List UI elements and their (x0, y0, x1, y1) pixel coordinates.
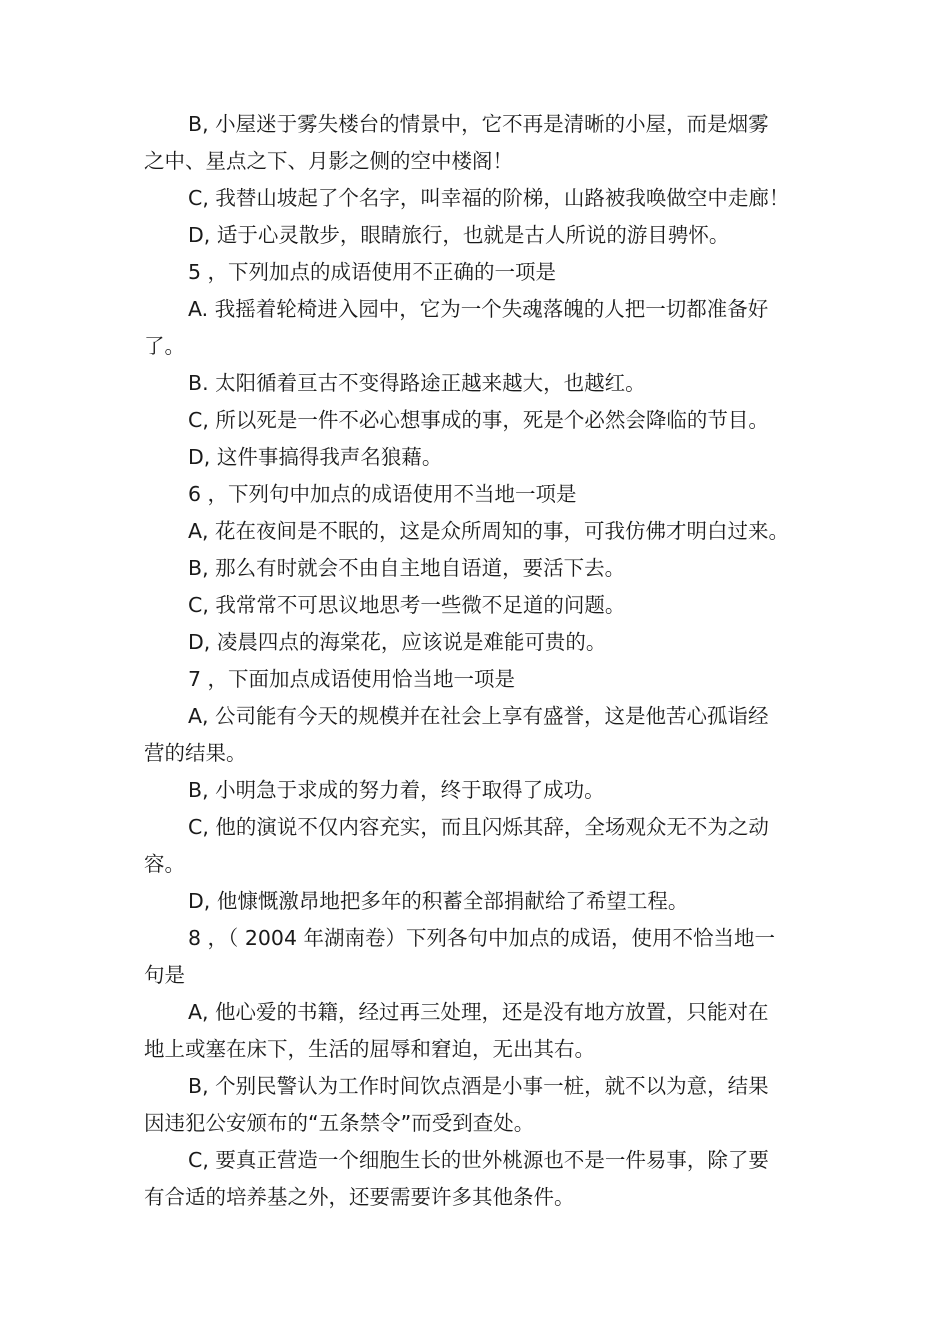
text-line: 因违犯公安颁布的“五条禁令”而受到查处。 (144, 1111, 535, 1135)
text-line: C, 我替山坡起了个名字，叫幸福的阶梯，山路被我唤做空中走廊！ (188, 186, 790, 210)
question-8-heading: 8 ，（ 2004 年湖南卷）下列各句中加点的成语，使用不恰当地一 (188, 926, 776, 950)
question-5-heading: 5 ，下列加点的成语使用不正确的一项是 (188, 260, 557, 284)
text-line: D, 适于心灵散步，眼睛旅行，也就是古人所说的游目骋怀。 (188, 223, 730, 247)
text-line: 营的结果。 (144, 741, 247, 765)
text-line: A. 我摇着轮椅进入园中，它为一个失魂落魄的人把一切都准备好 (188, 297, 769, 321)
text-line: D, 凌晨四点的海棠花，应该说是难能可贵的。 (188, 630, 607, 654)
text-line: 有合适的培养基之外，还要需要许多其他条件。 (144, 1185, 575, 1209)
text-line: 容。 (144, 852, 185, 876)
document-body (144, 106, 824, 1216)
text-line: B. 太阳循着亘古不变得路途正越来越大，也越红。 (188, 371, 646, 395)
text-line: A, 他心爱的书籍，经过再三处理，还是没有地方放置，只能对在 (188, 1000, 769, 1024)
text-line: B, 那么有时就会不由自主地自语道，要活下去。 (188, 556, 626, 580)
text-line: 了。 (144, 334, 185, 358)
text-line: C, 要真正营造一个细胞生长的世外桃源也不是一件易事，除了要 (188, 1148, 769, 1172)
text-line: C, 我常常不可思议地思考一些微不足道的问题。 (188, 593, 626, 617)
text-line: C, 所以死是一件不必心想事成的事，死是个必然会降临的节目。 (188, 408, 769, 432)
question-7-heading: 7 ，下面加点成语使用恰当地一项是 (188, 667, 516, 691)
question-6-heading: 6 ，下列句中加点的成语使用不当地一项是 (188, 482, 577, 506)
text-line: A, 花在夜间是不眠的，这是众所周知的事，可我仿佛才明白过来。 (188, 519, 790, 543)
text-line: A, 公司能有今天的规模并在社会上享有盛誉，这是他苦心孤诣经 (188, 704, 769, 728)
text-line: 地上或塞在床下，生活的屈辱和窘迫，无出其右。 (144, 1037, 595, 1061)
text-line: D, 这件事搞得我声名狼藉。 (188, 445, 443, 469)
text-line: C, 他的演说不仅内容充实，而且闪烁其辞，全场观众无不为之动 (188, 815, 769, 839)
text-line: B, 个别民警认为工作时间饮点酒是小事一桩，就不以为意，结果 (188, 1074, 769, 1098)
text-line: D, 他慷慨激昂地把多年的积蓄全部捐献给了希望工程。 (188, 889, 689, 913)
text-line: 之中、星点之下、月影之侧的空中楼阁！ (144, 149, 513, 173)
text-line: B, 小屋迷于雾失楼台的情景中，它不再是清晰的小屋，而是烟雾 (188, 112, 769, 136)
text-line: 句是 (144, 963, 185, 987)
text-line: B, 小明急于求成的努力着，终于取得了成功。 (188, 778, 605, 802)
